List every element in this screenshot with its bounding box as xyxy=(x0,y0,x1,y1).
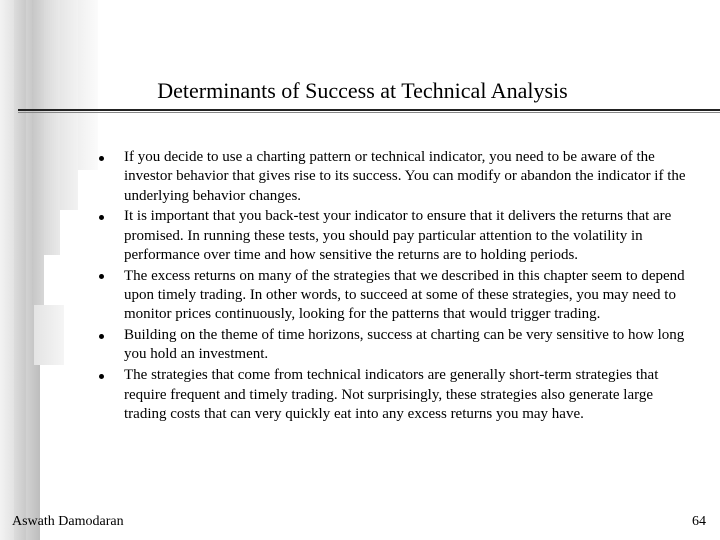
bullet-text: If you decide to use a charting pattern or technical indicator, you need to be aware of the investor behavior that gives rise to its success. You can modify or abandon the indicator if the underlying behavior changes. xyxy=(124,149,686,204)
title-divider xyxy=(18,109,720,111)
bullet-item xyxy=(96,267,696,325)
bullet-dot-icon xyxy=(99,274,104,279)
page-number: 64 xyxy=(692,514,706,529)
slide-title: Determinants of Success at Technical Analysis xyxy=(157,78,568,103)
bullet-dot-icon xyxy=(99,156,104,161)
decorative-bar xyxy=(34,305,64,365)
bullet-dot-icon xyxy=(99,215,104,220)
decorative-bar xyxy=(60,0,78,210)
bullet-item xyxy=(96,326,696,365)
bullet-dot-icon xyxy=(99,374,104,379)
footer-author: Aswath Damodaran xyxy=(12,514,124,529)
bullet-item xyxy=(96,207,696,265)
bullet-item xyxy=(96,366,696,424)
bullet-list xyxy=(96,148,696,426)
bullet-dot-icon xyxy=(99,334,104,339)
decorative-bar xyxy=(44,0,60,255)
title-divider-shadow xyxy=(18,112,720,113)
bullet-text: Building on the theme of time horizons, success at charting can be very sensitive to how long you hold an investment. xyxy=(124,327,685,363)
bullet-text: It is important that you back-test your indicator to ensure that it delivers the returns that are promised. In running these tests, you should pay particular attention to the volatility in performance over time and how sensitive the returns are to holding periods. xyxy=(124,208,672,263)
decorative-bar xyxy=(32,0,44,305)
bullet-text: The strategies that come from technical indicators are generally short-term strategies that require frequent and timely trading. Not surprisingly, these strategies also generate large trading costs that can very quickly eat into any excess returns you may have. xyxy=(124,367,659,422)
bullet-item xyxy=(96,148,696,206)
bullet-text: The excess returns on many of the strategies that we described in this chapter seem to depend upon timely trading. In other words, to succeed at some of these strategies, you may need to monitor prices continuously, looking for the patterns that would trigger trading. xyxy=(124,267,685,323)
